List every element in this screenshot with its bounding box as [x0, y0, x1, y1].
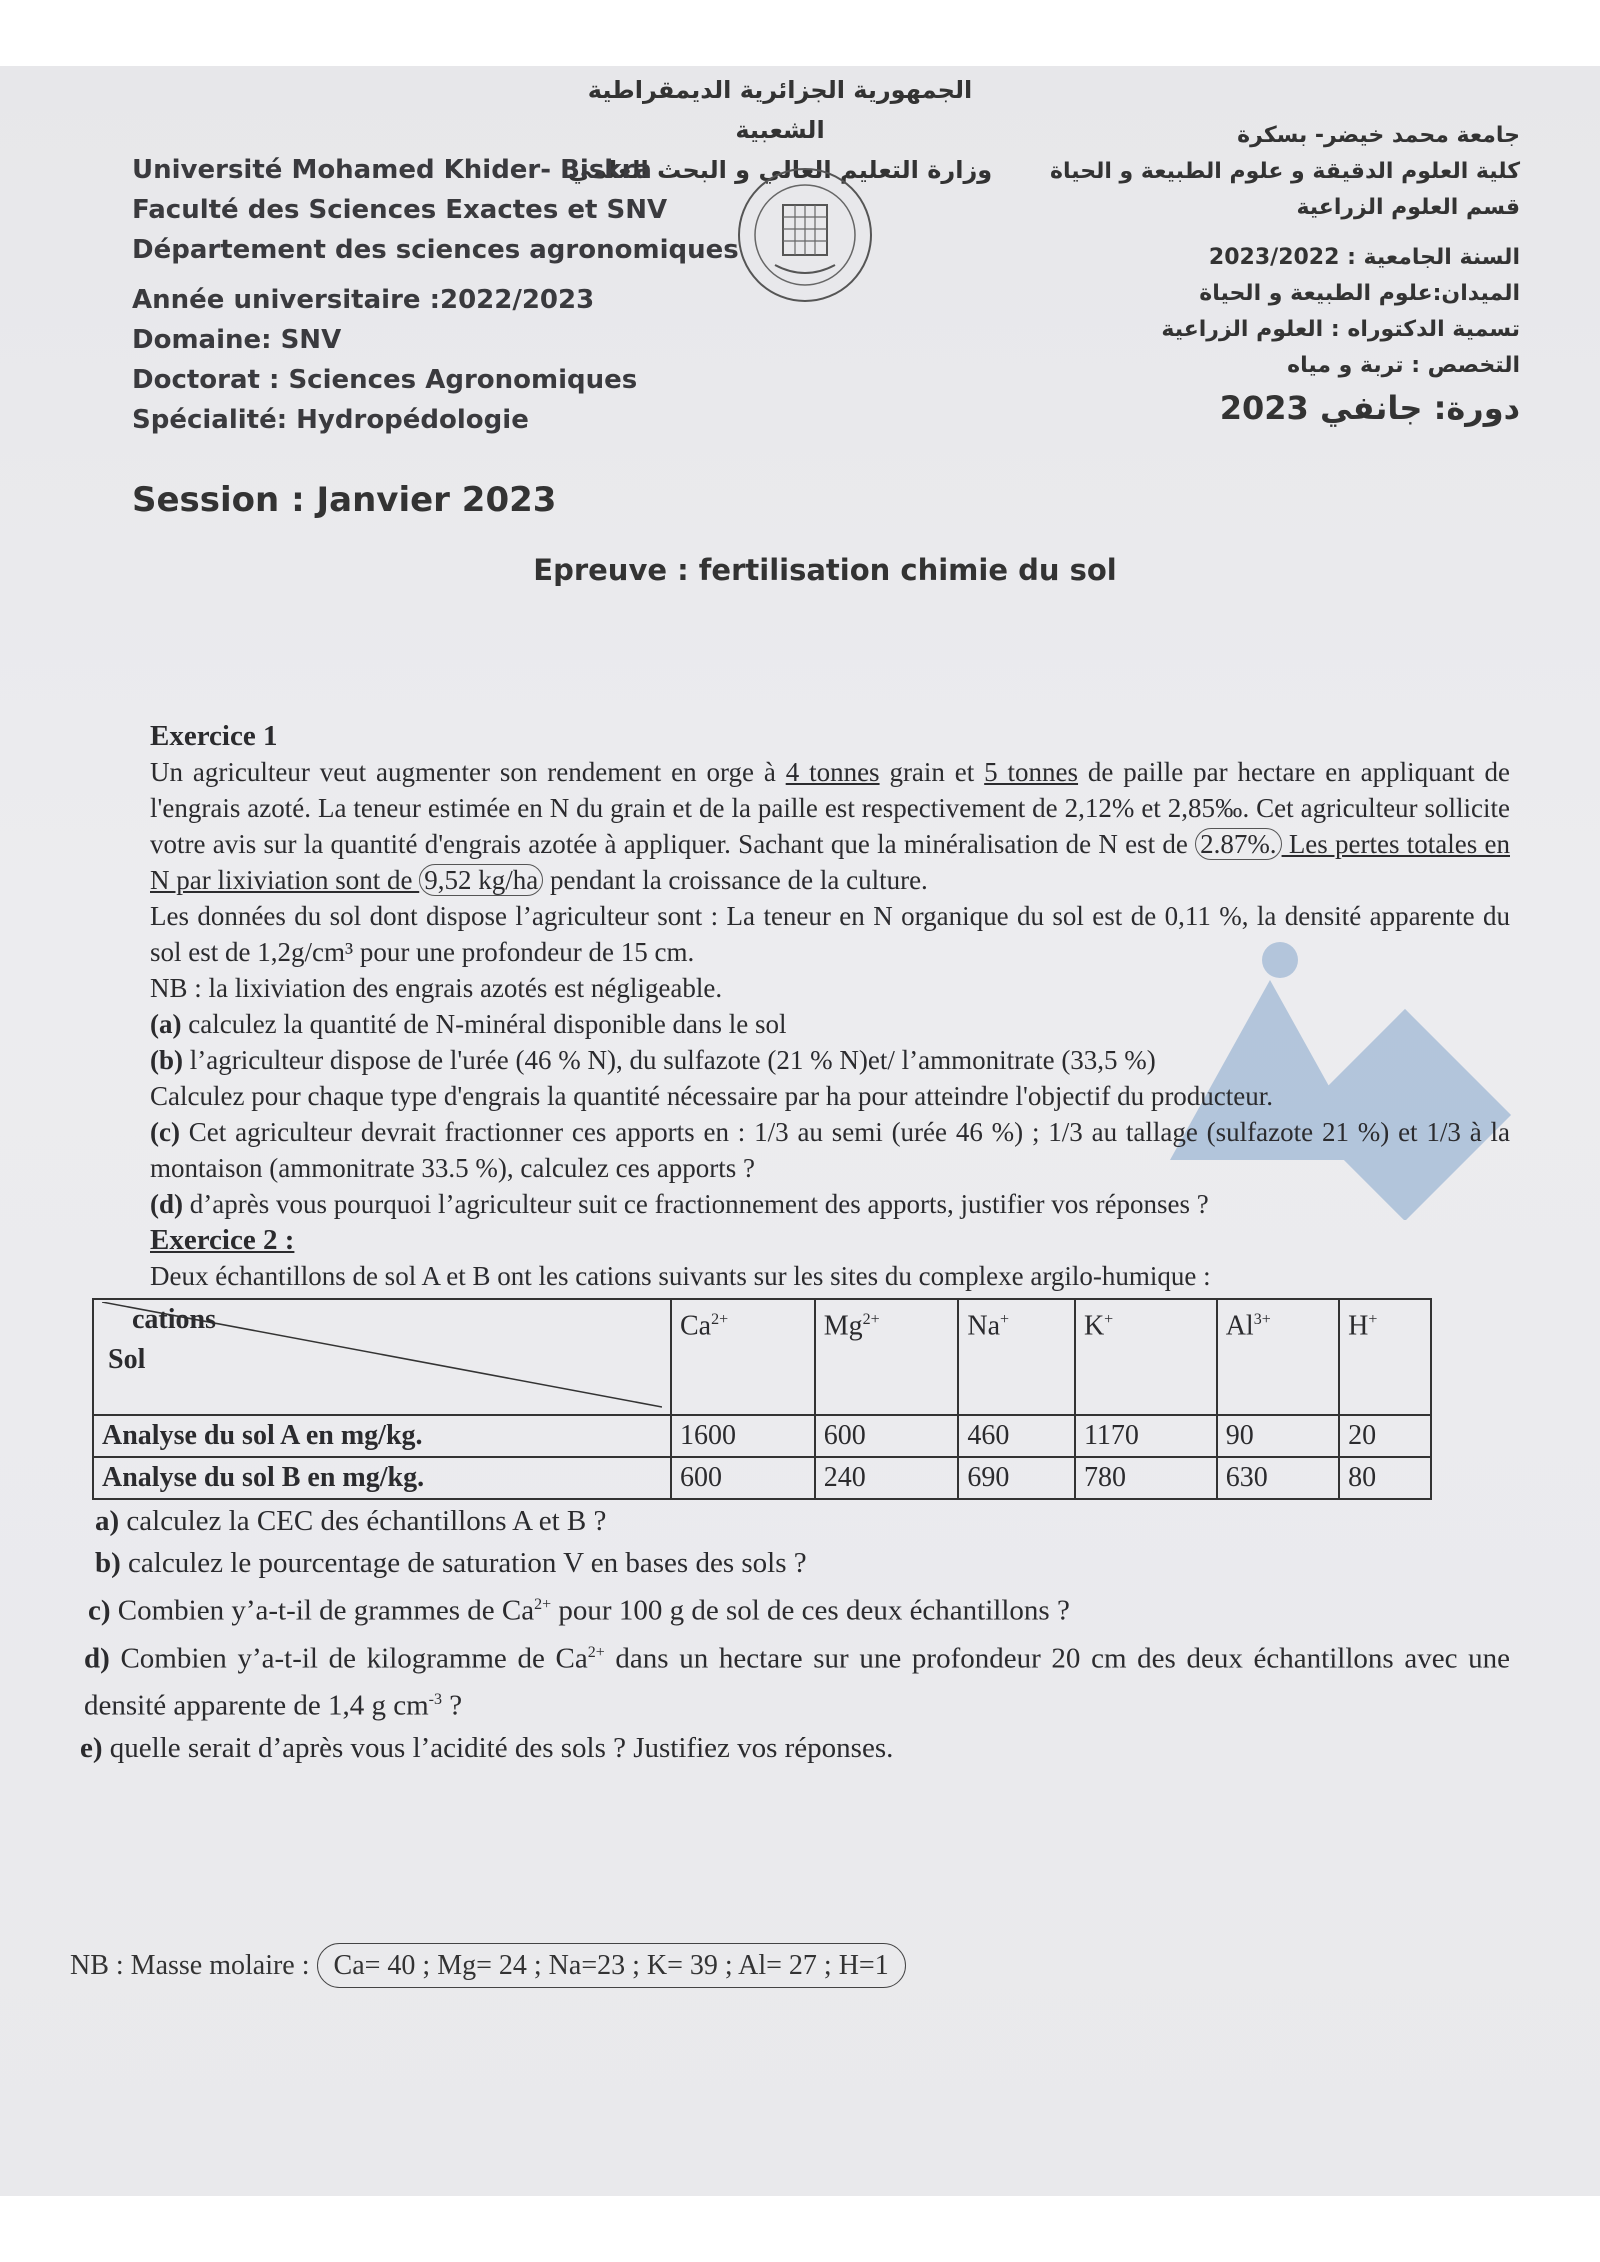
corner-sol-label: Sol [108, 1344, 146, 1375]
header-al-symbol: Al [1225, 1310, 1254, 1342]
ex2-qc-text-b: pour 100 g de sol de ces deux échantillons ? [551, 1594, 1070, 1627]
row-a-k: 1170 [1075, 1415, 1217, 1457]
specialty: Spécialité: Hydropédologie [132, 405, 529, 435]
ex2-qd-text-b: dans un hectare sur une profondeur 20 cm des deux échantillons avec une densité apparente de 1,4 g cm [84, 1642, 1510, 1722]
ministry-title: وزارة التعليم العالي و البحث العلمي [567, 156, 993, 184]
ex1-straw-yield: 5 tonnes [984, 757, 1079, 787]
row-a-al: 90 [1217, 1415, 1339, 1457]
header-na [958, 1299, 1075, 1415]
header-h-charge: + [1368, 1311, 1378, 1328]
table-corner-cell [93, 1299, 671, 1415]
arabic-faculty: كلية العلوم الدقيقة و علوم الطبيعة و الحياة [1049, 159, 1520, 184]
nb-label: NB : Masse molaire : [70, 1950, 310, 1981]
header-k [1075, 1299, 1217, 1415]
table-row [93, 1457, 1431, 1499]
ex2-qc-charge: 2+ [534, 1596, 552, 1613]
ex1-qa-label: (a) [150, 1009, 182, 1039]
ex1-qb-text: l’agriculteur dispose de l'urée (46 % N), du sulfazote (21 % N)et/ l’ammonitrate (33,5 %) [183, 1045, 1156, 1075]
row-a-mg: 600 [815, 1415, 959, 1457]
molar-mass-values: Ca= 40 ; Mg= 24 ; Na=23 ; K= 39 ; Al= 27 ; H=1 [317, 1943, 906, 1988]
header-mg-symbol: Mg [823, 1310, 863, 1342]
ex2-qa-label: a) [95, 1505, 120, 1537]
row-a-label: Analyse du sol A en mg/kg. [93, 1415, 671, 1457]
row-b-ca: 600 [671, 1457, 815, 1499]
exercise1-statement [150, 754, 1510, 898]
exercise2-question-d [84, 1632, 1510, 1727]
exercise2-question-e [80, 1727, 1510, 1769]
header-mg [815, 1299, 959, 1415]
ex1-qd-text: d’après vous pourquoi l’agriculteur suit ce fractionnement des apports, justifier vos réponses ? [183, 1189, 1209, 1219]
header-na-symbol: Na [967, 1310, 1001, 1342]
ex1-text-a: Un agriculteur veut augmenter son rendement en orge à [150, 757, 786, 787]
exercise1-nb: NB : la lixiviation des engrais azotés est négligeable. [150, 973, 723, 1003]
faculty-name: Faculté des Sciences Exactes et SNV [132, 195, 668, 225]
header-k-symbol: K [1083, 1310, 1105, 1342]
row-b-k: 780 [1075, 1457, 1217, 1499]
exercise2-intro: Deux échantillons de sol A et B ont les cations suivants sur les sites du complexe argilo-humique : [150, 1261, 1211, 1291]
doctorat: Doctorat : Sciences Agronomiques [132, 365, 638, 395]
header-al-charge: 3+ [1253, 1311, 1271, 1328]
table-header-row [93, 1299, 1431, 1415]
header-h-symbol: H [1348, 1310, 1369, 1342]
domain: Domaine: SNV [132, 325, 342, 355]
header-ca [671, 1299, 815, 1415]
ex1-text-d: Les pertes totales en N par lixiviation sont de [150, 829, 1510, 895]
exercise1-question-c [150, 1114, 1510, 1186]
ex2-qa-text: calculez la CEC des échantillons A et B ? [119, 1505, 607, 1537]
exercise2-question-b [95, 1542, 1510, 1584]
arabic-university: جامعة محمد خيضر- بسكرة [1237, 123, 1520, 148]
ex1-qc-label: (c) [150, 1117, 180, 1147]
row-a-na: 460 [958, 1415, 1075, 1457]
header-na-charge: + [1000, 1311, 1010, 1328]
exercise2-title: Exercice 2 : [150, 1224, 295, 1256]
university-name: Université Mohamed Khider- Biskra [132, 155, 652, 185]
exercise1-question-b [150, 1042, 1510, 1078]
header-ca-symbol: Ca [680, 1310, 712, 1342]
ex1-qa-text: calculez la quantité de N-minéral disponible dans le sol [181, 1009, 787, 1039]
ex1-qd-label: (d) [150, 1189, 183, 1219]
arabic-doctorat: تسمية الدكتوراه : العلوم الزراعية [1161, 317, 1520, 342]
header-h [1339, 1299, 1431, 1415]
french-header [132, 150, 739, 440]
department-name: Département des sciences agronomiques [132, 235, 739, 265]
ex2-qe-text: quelle serait d’après vous l’acidité des sols ? Justifiez vos réponses. [102, 1731, 894, 1764]
exercise1-title: Exercice 1 [150, 720, 278, 752]
ex2-qd-exponent: -3 [428, 1691, 442, 1709]
arabic-specialty: التخصص : تربة و مياه [1287, 353, 1520, 378]
arabic-header-right [1000, 118, 1520, 426]
exam-body [80, 718, 1510, 1769]
exercise1-question-b2: Calculez pour chaque type d'engrais la quantité nécessaire par ha pour atteindre l'objectif du producteur. [150, 1081, 1274, 1111]
ex2-qc-label: c) [88, 1594, 111, 1627]
ex1-leaching-losses: 9,52 kg/ha [419, 864, 543, 896]
ex2-qd-label: d) [84, 1642, 110, 1675]
ex1-mineralisation-rate: 2.87%. [1195, 828, 1282, 860]
exam-title: Epreuve : fertilisation chimie du sol [533, 553, 1117, 587]
table-row [93, 1415, 1431, 1457]
ex2-qc-text-a: Combien y’a-t-il de grammes de Ca [110, 1594, 535, 1627]
header-ca-charge: 2+ [711, 1311, 729, 1328]
ex2-qe-label: e) [80, 1731, 103, 1764]
academic-year: Année universitaire :2022/2023 [132, 285, 595, 315]
ex1-grain-yield: 4 tonnes [785, 757, 880, 787]
row-b-mg: 240 [815, 1457, 959, 1499]
ex2-qd-text-a: Combien y’a-t-il de kilogramme de Ca [109, 1642, 588, 1675]
exercise2-question-a [95, 1500, 1510, 1542]
row-a-ca: 1600 [671, 1415, 815, 1457]
molar-mass-note [70, 1950, 906, 1982]
exercise2-question-c [88, 1584, 1510, 1632]
ex1-text-c: de paille par hectare en appliquant de l'engrais azoté. La teneur estimée en N du grain et de la paille est respectivement de 2,12% et 2,85‰. Cet agriculteur sollicite votre avis sur la quantité d'engrais azotée à appliquer. Sachant que la minéralisation de N est de [150, 757, 1510, 859]
row-a-h: 20 [1339, 1415, 1431, 1457]
exercise1-soil-data: Les données du sol dont dispose l’agriculteur sont : La teneur en N organique du sol est de 0,11 %, la densité apparente du sol est de 1,2g/cm³ pour une profondeur de 15 cm. [150, 901, 1510, 967]
republic-title: الجمهورية الجزائرية الديمقراطية الشعبية [587, 76, 973, 144]
row-b-label: Analyse du sol B en mg/kg. [93, 1457, 671, 1499]
arabic-year: السنة الجامعية : 2023/2022 [1208, 245, 1520, 270]
row-b-na: 690 [958, 1457, 1075, 1499]
corner-cations-label: cations [132, 1304, 216, 1335]
university-seal-icon [735, 165, 875, 305]
session-title: Session : Janvier 2023 [132, 480, 557, 520]
exercise1-question-d [150, 1186, 1510, 1222]
header-k-charge: + [1104, 1311, 1114, 1328]
ex2-qb-label: b) [95, 1547, 121, 1579]
ex2-qb-text: calculez le pourcentage de saturation V en bases des sols ? [120, 1547, 807, 1579]
row-b-h: 80 [1339, 1457, 1431, 1499]
ex1-text-e: pendant la croissance de la culture. [543, 865, 928, 895]
arabic-department: قسم العلوم الزراعية [1296, 195, 1520, 220]
header-al [1217, 1299, 1339, 1415]
ex1-text-b: grain et [879, 757, 985, 787]
exercise1-question-a [150, 1006, 1510, 1042]
header-mg-charge: 2+ [862, 1311, 880, 1328]
ex2-qd-end: ? [441, 1689, 463, 1722]
ex2-qd-charge: 2+ [587, 1643, 605, 1661]
arabic-session: دورة: جانفي 2023 [1219, 389, 1520, 427]
row-b-al: 630 [1217, 1457, 1339, 1499]
ex1-qb-label: (b) [150, 1045, 183, 1075]
arabic-domain: الميدان:علوم الطبيعة و الحياة [1199, 281, 1520, 306]
ex1-qc-text: Cet agriculteur devrait fractionner ces apports en : 1/3 au semi (urée 46 %) ; 1/3 au tallage (sulfazote 21 %) et 1/3 à la montaison (ammonitrate 33.5 %), calculez ces apports ? [150, 1117, 1510, 1183]
cations-table [92, 1298, 1432, 1500]
